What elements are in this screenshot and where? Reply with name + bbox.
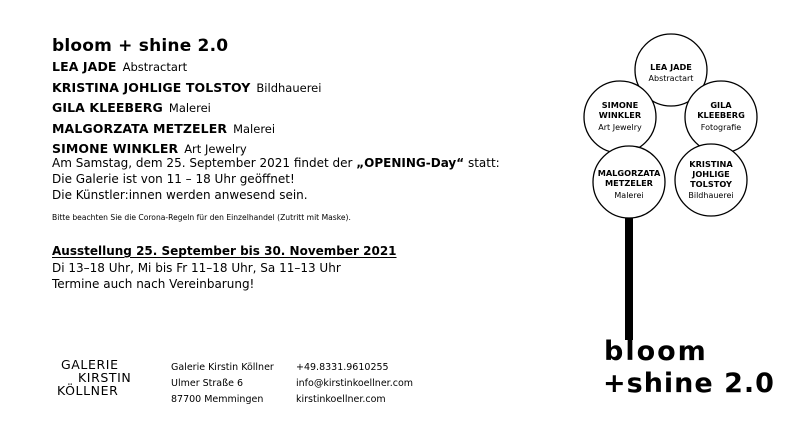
logo-line: KIRSTIN	[78, 370, 132, 385]
artist-discipline: Bildhauerei	[256, 80, 322, 95]
logo-line: GALERIE	[61, 357, 119, 372]
appointment-note: Termine auch nach Vereinbarung!	[52, 277, 255, 291]
circle-discipline: Fotografie	[700, 123, 742, 132]
address-line: Ulmer Straße 6	[171, 378, 243, 389]
phone-number: +49.8331.9610255	[296, 362, 389, 373]
circle-name: LEA JADE	[650, 62, 692, 72]
artist-discipline: Malerei	[233, 121, 276, 136]
opening-line-2: Die Galerie ist von 11 – 18 Uhr geöffnet!	[52, 172, 295, 186]
opening-text: statt:	[464, 156, 500, 170]
website-link[interactable]: kirstinkoellner.com	[296, 394, 386, 405]
opening-line-3: Die Künstler:innen werden anwesend sein.	[52, 188, 308, 202]
circle-name: SIMONE	[601, 100, 639, 110]
logo-line: KÖLLNER	[57, 383, 119, 398]
artist-discipline: Abstractart	[122, 60, 188, 74]
email-link[interactable]: info@kirstinkoellner.com	[296, 378, 414, 389]
tree-circle-gila-kleeberg	[685, 81, 757, 153]
circle-name: TOLSTOY	[690, 179, 732, 189]
circle-name: WINKLER	[598, 110, 642, 120]
opening-day-label: „OPENING-Day“	[356, 156, 465, 170]
tree-trunk	[625, 200, 633, 340]
artist-name: KRISTINA JOHLIGE TOLSTOY	[52, 79, 251, 95]
exhibition-title: Ausstellung 25. September bis 30. November 2021	[52, 244, 397, 258]
page-title: bloom + shine 2.0	[52, 36, 229, 56]
circle-name: METZELER	[605, 178, 653, 188]
tree-circle-kristina-johlige-tolstoy	[675, 144, 747, 216]
circle-discipline: Malerei	[614, 191, 644, 200]
tree-circle-simone-winkler	[584, 81, 656, 153]
circle-name: KRISTINA	[689, 159, 733, 169]
circle-name: GILA	[710, 100, 732, 110]
opening-text: Am Samstag, dem 25. September 2021 findet der	[52, 156, 357, 170]
artist-name: SIMONE WINKLER	[52, 141, 179, 156]
artist-discipline: Malerei	[168, 101, 211, 115]
circle-discipline: Abstractart	[648, 74, 694, 83]
artist-name: GILA KLEEBERG	[52, 100, 163, 115]
shine-wordmark: +shine 2.0	[603, 368, 775, 399]
circle-name: JOHLIGE	[692, 169, 730, 179]
circle-name: MALGORZATA	[597, 168, 661, 178]
bloom-wordmark: bloom	[604, 336, 708, 367]
artist-discipline: Art Jewelry	[184, 142, 247, 156]
opening-hours: Di 13–18 Uhr, Mi bis Fr 11–18 Uhr, Sa 11–13 Uhr	[52, 261, 341, 275]
address-line: Galerie Kirstin Köllner	[171, 362, 274, 373]
artist-name: MALGORZATA METZELER	[52, 120, 228, 136]
circle-discipline: Bildhauerei	[688, 191, 734, 200]
artist-name: LEA JADE	[52, 59, 117, 74]
circle-discipline: Art Jewelry	[598, 123, 642, 132]
address-line: 87700 Memmingen	[171, 394, 264, 405]
circle-name: KLEEBERG	[697, 110, 745, 120]
tree-circle-malgorzata-metzeler	[593, 146, 665, 218]
corona-note: Bitte beachten Sie die Corona-Regeln für den Einzelhandel (Zutritt mit Maske).	[52, 213, 351, 222]
